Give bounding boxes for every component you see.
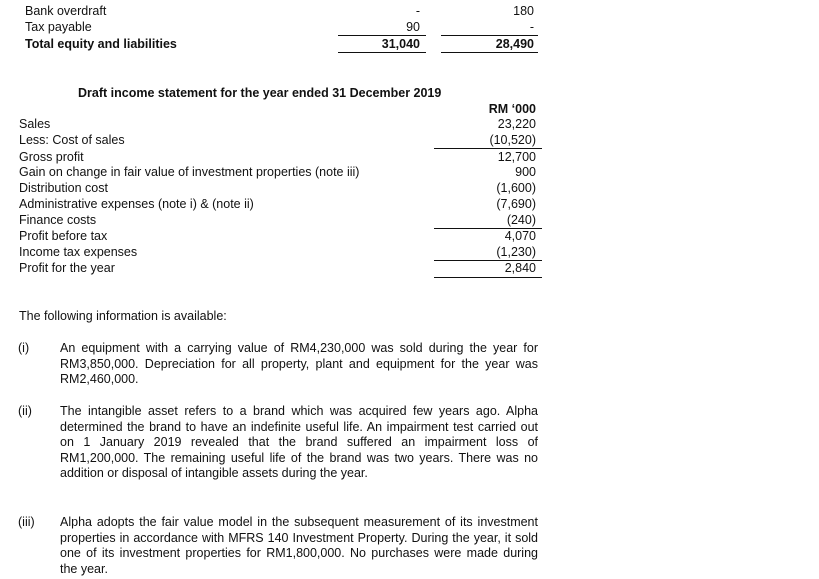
subtotal-rule xyxy=(441,35,538,36)
statement-row-value: (240) xyxy=(506,213,536,227)
statement-row-label: Gross profit xyxy=(19,150,84,164)
statement-row-value: (1,230) xyxy=(496,245,536,259)
statement-row-value: 23,220 xyxy=(497,117,536,131)
tax-payable-2019: 90 xyxy=(406,20,420,34)
statement-row-label: Less: Cost of sales xyxy=(19,133,125,147)
total-rule xyxy=(338,52,426,53)
row-label-tax-payable: Tax payable xyxy=(25,20,92,34)
info-intro: The following information is available: xyxy=(19,309,227,323)
row-label-bank-overdraft: Bank overdraft xyxy=(25,4,107,18)
statement-row-value: (7,690) xyxy=(496,197,536,211)
row-label-total-equity-liabilities: Total equity and liabilities xyxy=(25,37,177,51)
note-label: (i) xyxy=(18,341,30,355)
statement-row-value: 900 xyxy=(515,165,536,179)
bank-overdraft-2018: 180 xyxy=(513,4,534,18)
income-statement-title: Draft income statement for the year ended 31 December 2019 xyxy=(78,86,442,100)
final-total-rule xyxy=(434,277,542,278)
total-2019: 31,040 xyxy=(381,37,420,51)
statement-row-label: Income tax expenses xyxy=(19,245,138,259)
note-label: (iii) xyxy=(18,515,35,529)
bank-overdraft-2019: - xyxy=(415,4,420,18)
statement-row-value: 2,840 xyxy=(504,261,536,275)
statement-row-value: (10,520) xyxy=(489,133,536,147)
statement-row-label: Gain on change in fair value of investment properties (note iii) xyxy=(19,165,360,179)
note-text: The intangible asset refers to a brand which was acquired few years ago. Alpha determined the brand to have an indefinite useful life. An impairment test carried out on 1 January 2019 revealed that the brand suffered an impairment loss of RM1,200,000. The remaining useful life of the brand was two years. There was no addition or disposal of intangible assets during the year. xyxy=(60,404,538,480)
total-2018: 28,490 xyxy=(495,37,534,51)
statement-row-label: Profit for the year xyxy=(19,261,115,275)
currency-header: RM ‘000 xyxy=(488,102,536,116)
subtotal-rule xyxy=(338,35,426,36)
note-label: (ii) xyxy=(18,404,32,418)
statement-row-label: Profit before tax xyxy=(19,229,108,243)
note-text: Alpha adopts the fair value model in the subsequent measurement of its investment properties in accordance with MFRS 140 Investment Property. During the year, it sold one of its investment properties for RM1,800,000. No purchases were made during the year. xyxy=(60,515,538,576)
statement-row-value: 12,700 xyxy=(497,150,536,164)
statement-row-label: Administrative expenses (note i) & (note ii) xyxy=(19,197,254,211)
statement-row-value: 4,070 xyxy=(504,229,536,243)
statement-row-value: (1,600) xyxy=(496,181,536,195)
statement-row-label: Finance costs xyxy=(19,213,97,227)
gross-profit-rule xyxy=(434,148,542,149)
statement-row-label: Distribution cost xyxy=(19,181,108,195)
total-rule xyxy=(441,52,538,53)
statement-row-label: Sales xyxy=(19,117,51,131)
tax-payable-2018: - xyxy=(529,20,534,34)
note-text: An equipment with a carrying value of RM4,230,000 was sold during the year for RM3,850,000. Depreciation for all property, plant and equipment for the year was RM2,460,000. xyxy=(60,341,538,386)
